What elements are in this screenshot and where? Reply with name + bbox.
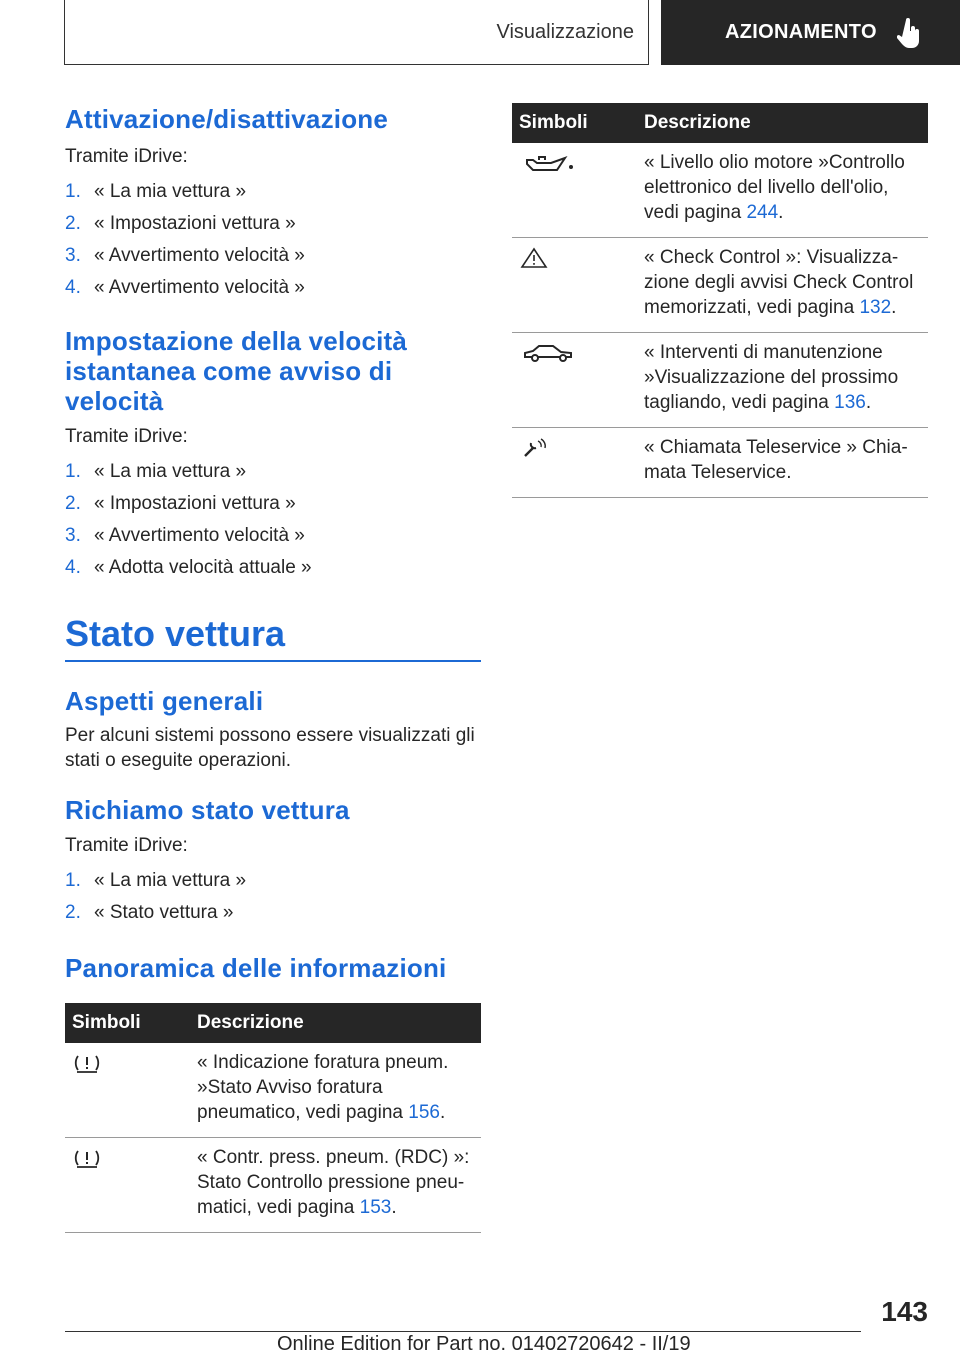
page-link[interactable]: 153 bbox=[359, 1197, 392, 1218]
list-item: 1. « La mia vettura » bbox=[65, 181, 247, 202]
recall-intro: Tramite iDrive: bbox=[65, 835, 188, 856]
footer-divider bbox=[65, 1331, 861, 1332]
page-link[interactable]: 156 bbox=[408, 1102, 440, 1123]
vehicle-status-title: Stato vettura bbox=[65, 613, 286, 654]
hand-pointer-icon bbox=[897, 18, 923, 48]
activation-intro: Tramite iDrive: bbox=[65, 146, 188, 167]
vehicle-status-heading bbox=[65, 612, 481, 662]
tire-warning-icon bbox=[72, 1052, 102, 1074]
table-row: « Check Control »: Visualizzazione degli avvisi Check Control memorizzati, vedi pagina 132. bbox=[512, 238, 928, 333]
table-row: « Chiamata Teleservice » Chiamata Teleservice. bbox=[512, 428, 928, 498]
service-car-icon bbox=[519, 342, 579, 364]
activation-steps bbox=[65, 176, 481, 304]
column-header-description: Descrizione bbox=[190, 1003, 481, 1043]
section-tab-label: Visualizzazione bbox=[496, 20, 634, 43]
overview-title: Panoramica delle informazioni bbox=[65, 953, 447, 983]
table-row: « Indicazione foratura pneum. »Stato Avviso foratura pneumatico, vedi pagina 156. bbox=[65, 1043, 481, 1138]
current-speed-title: Impostazione della velocità istantanea come avviso di velocità bbox=[65, 326, 408, 416]
left-column bbox=[65, 100, 481, 1233]
table-row: « Interventi di manutenzione »Visualizzazione del prossimo tagliando, vedi pagina 136. bbox=[512, 333, 928, 428]
teleservice-wrench-icon bbox=[519, 437, 549, 459]
symbols-table bbox=[512, 103, 928, 498]
tire-pressure-icon bbox=[72, 1147, 102, 1169]
chapter-tab bbox=[661, 0, 960, 65]
recall-steps bbox=[65, 865, 481, 929]
list-item: 2. « Stato vettura » bbox=[65, 902, 234, 923]
column-header-symbols: Simboli bbox=[512, 103, 637, 143]
page-link[interactable]: 244 bbox=[746, 202, 779, 223]
list-item: 1. « La mia vettura » bbox=[65, 870, 247, 891]
list-item: 2. « Impostazioni vettura » bbox=[65, 213, 296, 234]
current-speed-steps bbox=[65, 456, 481, 584]
warning-triangle-icon bbox=[519, 247, 549, 269]
edition-text: Online Edition for Part no. 01402720642 - II/19 bbox=[277, 1333, 691, 1355]
page-number: 143 bbox=[881, 1296, 928, 1327]
column-header-symbols: Simboli bbox=[65, 1003, 190, 1043]
page-link[interactable]: 136 bbox=[834, 392, 866, 413]
column-header-description: Descrizione bbox=[637, 103, 928, 143]
oil-can-icon bbox=[519, 152, 579, 174]
chapter-tab-label: AZIONAMENTO bbox=[725, 21, 877, 43]
table-row: « Livello olio motore »Controllo elettronico del livello dell'olio, vedi pagina 244. bbox=[512, 143, 928, 238]
overview-table bbox=[65, 1003, 481, 1233]
activation-title: Attivazione/disattivazione bbox=[65, 104, 389, 134]
list-item: 4. « Avvertimento velocità » bbox=[65, 277, 305, 298]
list-item: 3. « Avvertimento velocità » bbox=[65, 245, 305, 266]
list-item: 2. « Impostazioni vettura » bbox=[65, 493, 296, 514]
page-link[interactable]: 132 bbox=[859, 297, 892, 318]
table-row: « Contr. press. pneum. (RDC) »: Stato Controllo pressione pneumatici, vedi pagina 153. bbox=[65, 1138, 481, 1233]
right-column bbox=[512, 103, 928, 498]
list-item: 1. « La mia vettura » bbox=[65, 461, 247, 482]
section-tab bbox=[64, 0, 649, 65]
list-item: 3. « Avvertimento velocità » bbox=[65, 525, 305, 546]
list-item: 4. « Adotta velocità attuale » bbox=[65, 557, 312, 578]
general-title: Aspetti generali bbox=[65, 686, 264, 716]
current-speed-intro: Tramite iDrive: bbox=[65, 426, 188, 447]
recall-title: Richiamo stato vettura bbox=[65, 795, 350, 825]
general-text: Per alcuni sistemi possono essere visualizzati gli stati o eseguite operazioni. bbox=[65, 725, 475, 771]
